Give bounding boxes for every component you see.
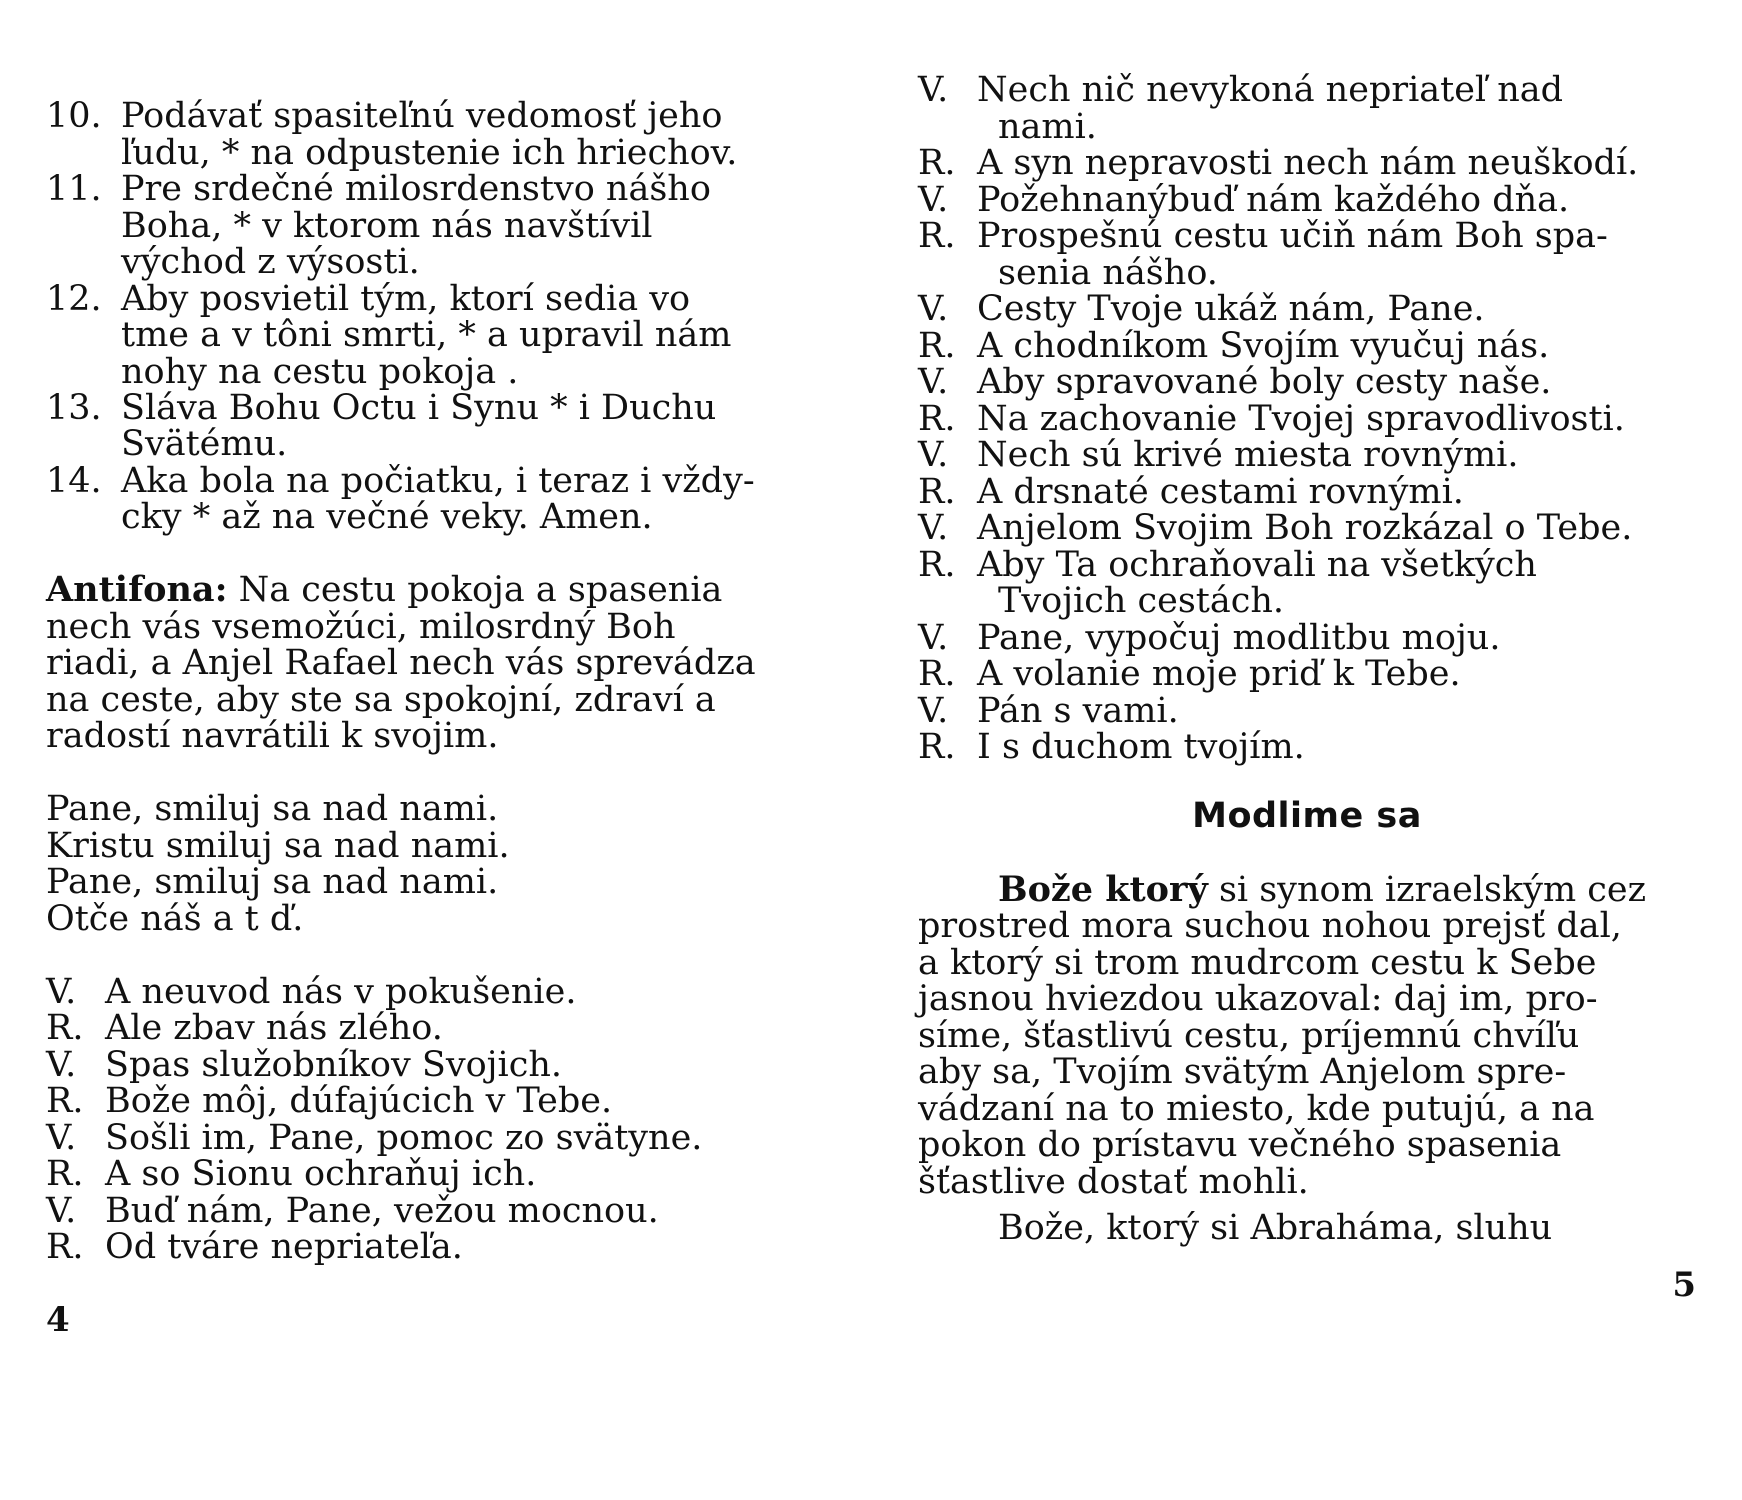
versicle-text: A syn nepravosti nech nám neuškodí. (977, 143, 1639, 183)
versicle-text: Anjelom Svojim Boh rozkázal o Tebe. (977, 508, 1633, 548)
versicle-text: A drsnaté cestami rovnými. (977, 472, 1464, 512)
prayer-bold-start: Bože ktorý (998, 869, 1208, 910)
versicle-text: Tvojich cestách. (998, 581, 1284, 621)
versicle-text: senia nášho. (998, 253, 1218, 293)
verse-line: Aka bola na počiatku, i teraz i vždy- (121, 461, 755, 501)
verse-line: tme a v tôni smrti, * a upravil nám (121, 315, 732, 355)
second-prayer (998, 1208, 1552, 1248)
verse-line: Sláva Bohu Octu i Synu * i Duchu (121, 388, 717, 428)
versicle-mark: V. (46, 1045, 77, 1085)
prayer-line: a ktorý si trom mudrcom cestu k Sebe (918, 943, 1597, 983)
versicle-mark: V. (46, 1191, 77, 1231)
versicle-mark: V. (918, 289, 949, 329)
versicle-mark: R. (46, 1227, 84, 1267)
versicle-text: Sošli im, Pane, pomoc zo svätyne. (105, 1118, 703, 1158)
prayer-line: šťastlive dostať mohli. (918, 1162, 1309, 1202)
antifona-line: riadi, a Anjel Rafael nech vás sprevádza (46, 643, 756, 683)
antifona-label: Antifona: (46, 569, 228, 610)
versicle-mark: V. (918, 618, 949, 658)
verse-line: Podávať spasiteľnú vedomosť jeho (121, 96, 723, 136)
versicle-mark: R. (918, 545, 956, 585)
versicle-mark: R. (46, 1081, 84, 1121)
verse-number: 14. (46, 461, 102, 501)
kyrie-line: Pane, smiluj sa nad nami. (46, 789, 499, 829)
versicle-text: A chodníkom Svojím vyučuj nás. (977, 326, 1550, 366)
versicle-text: Prospešnú cestu učiň nám Boh spa- (977, 216, 1608, 256)
section-heading: Modlime sa (1192, 796, 1422, 836)
versicle-text: Na zachovanie Tvojej spravodlivosti. (977, 399, 1625, 439)
versicle-mark: V. (918, 70, 949, 110)
versicle-mark: V. (918, 435, 949, 475)
verse-line: Pre srdečné milosrdenstvo nášho (121, 169, 711, 209)
prayer-line: vádzaní na to miesto, kde putujú, a na (918, 1089, 1595, 1129)
second-prayer-line: Bože, ktorý si Abraháma, sluhu (998, 1208, 1553, 1248)
kyrie-line: Otče náš a t ď. (46, 899, 304, 939)
prayer-line: aby sa, Tvojím svätým Anjelom spre- (918, 1052, 1567, 1092)
verse-line: východ z výsosti. (121, 242, 420, 282)
antifona-line: Na cestu pokoja a spasenia (238, 570, 723, 610)
verse-number: 13. (46, 388, 102, 428)
kyrie-line: Kristu smiluj sa nad nami. (46, 826, 510, 866)
verse-line: cky * až na večné veky. Amen. (121, 497, 653, 537)
verse-line: Svätému. (121, 424, 288, 464)
verse-number: 10. (46, 96, 102, 136)
versicle-text: Bože môj, dúfajúcich v Tebe. (105, 1081, 613, 1121)
versicle-text: Nech sú krivé miesta rovnými. (977, 435, 1519, 475)
versicle-text: I s duchom tvojím. (977, 727, 1305, 767)
versicle-mark: R. (918, 216, 956, 256)
prayer-line: si synom izraelským cez (1218, 870, 1647, 910)
versicle-text: Pane, vypočuj modlitbu moju. (977, 618, 1501, 658)
versicle-mark: R. (46, 1154, 84, 1194)
antifona-line: na ceste, aby ste sa spokojní, zdraví a (46, 680, 716, 720)
verse-line: Aby posvietil tým, ktorí sedia vo (121, 279, 691, 319)
versicle-mark: R. (918, 143, 956, 183)
versicle-text: Spas služobníkov Svojich. (105, 1045, 562, 1085)
versicle-mark: R. (918, 654, 956, 694)
versicle-mark: R. (918, 472, 956, 512)
versicle-mark: V. (918, 362, 949, 402)
verse-line: nohy na cestu pokoja . (121, 352, 519, 392)
versicle-mark: R. (918, 399, 956, 439)
versicle-text: Pán s vami. (977, 691, 1179, 731)
verse-line: ľudu, * na odpustenie ich hriechov. (121, 133, 738, 173)
versicle-text: Aby spravované boly cesty naše. (977, 362, 1552, 402)
versicle-text: Buď nám, Pane, vežou mocnou. (105, 1191, 659, 1231)
versicle-text: Ale zbav nás zlého. (105, 1008, 443, 1048)
page-number-left: 4 (46, 1300, 70, 1340)
versicle-mark: V. (46, 972, 77, 1012)
versicle-mark: R. (918, 326, 956, 366)
versicle-mark: V. (918, 508, 949, 548)
prayer-line: pokon do prístavu večného spasenia (918, 1125, 1562, 1165)
prayer-line: síme, šťastlivú cestu, príjemnú chvíľu (918, 1016, 1580, 1056)
versicle-text: A volanie moje priď k Tebe. (977, 654, 1461, 694)
versicle-mark: R. (918, 727, 956, 767)
antifona-line: nech vás vsemožúci, milosrdný Boh (46, 607, 676, 647)
versicle-text: nami. (998, 107, 1097, 147)
prayer-line: prostred mora suchou nohou prejsť dal, (918, 906, 1622, 946)
antifona-line: radostí navrátili k svojim. (46, 716, 499, 756)
versicle-mark: V. (46, 1118, 77, 1158)
versicle-text: Cesty Tvoje ukáž nám, Pane. (977, 289, 1485, 329)
versicle-mark: V. (918, 691, 949, 731)
versicle-text: Požehnanýbuď nám každého dňa. (977, 180, 1570, 220)
versicle-mark: V. (918, 180, 949, 220)
prayer-line: jasnou hviezdou ukazoval: daj im, pro- (918, 979, 1598, 1019)
versicle-text: A neuvod nás v pokušenie. (105, 972, 577, 1012)
kyrie-line: Pane, smiluj sa nad nami. (46, 862, 499, 902)
versicle-text: Nech nič nevykoná nepriateľ nad (977, 70, 1564, 110)
versicle-text: A so Sionu ochraňuj ich. (105, 1154, 537, 1194)
versicle-text: Aby Ta ochraňovali na všetkých (977, 545, 1537, 585)
verse-number: 12. (46, 279, 102, 319)
verse-number: 11. (46, 169, 102, 209)
versicle-text: Od tváre nepriateľa. (105, 1227, 463, 1267)
page-number-right: 5 (1672, 1265, 1696, 1305)
versicle-mark: R. (46, 1008, 84, 1048)
verse-line: Boha, * v ktorom nás navštívil (121, 206, 653, 246)
